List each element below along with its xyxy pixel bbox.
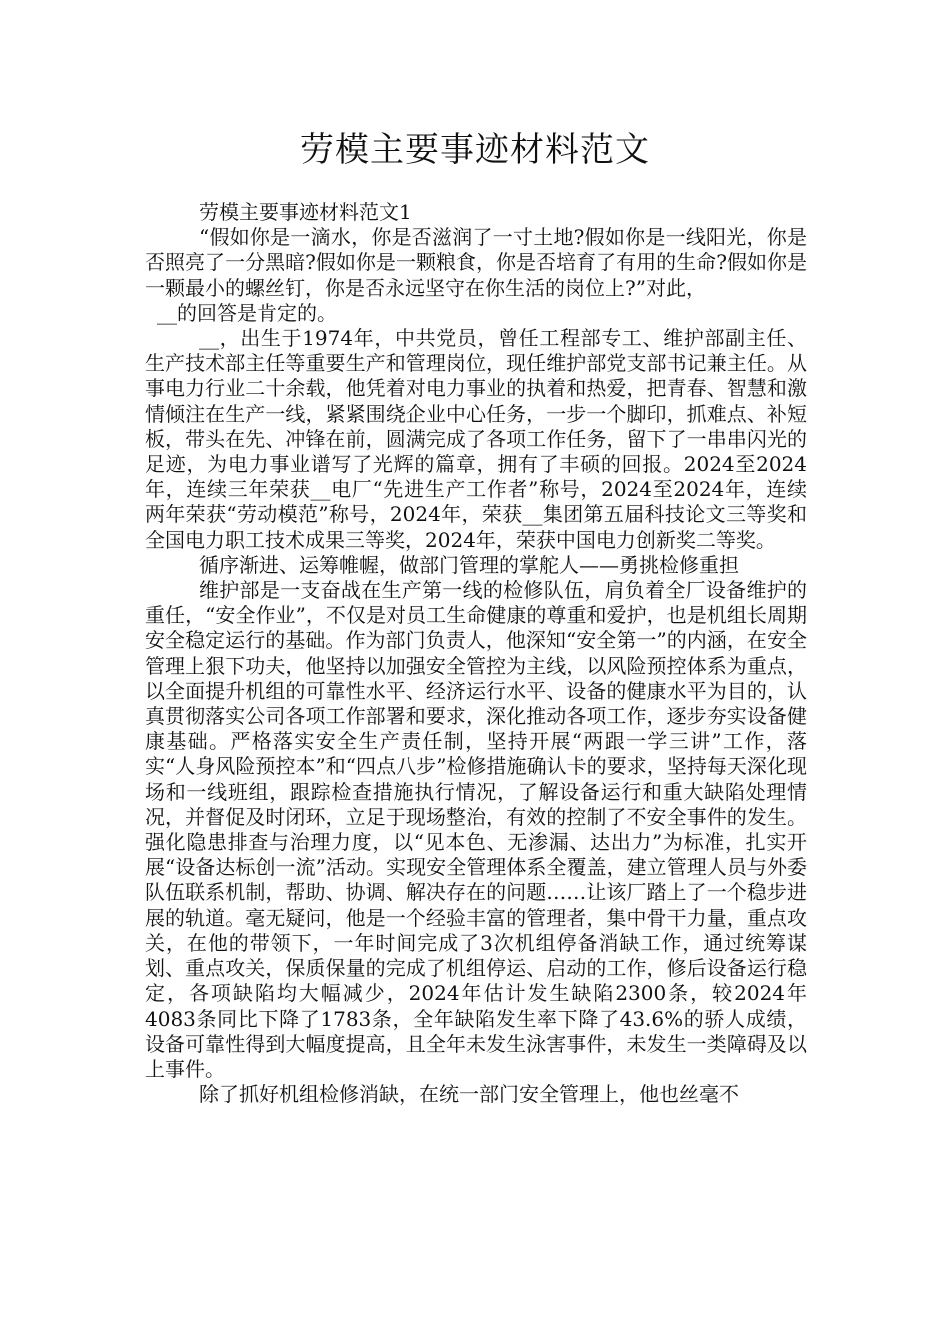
subtitle-line: 劳模主要事迹材料范文1 bbox=[199, 200, 412, 224]
paragraph-continuation: 除了抓好机组检修消缺，在统一部门安全管理上，他也丝毫不 bbox=[199, 1082, 739, 1107]
document-body bbox=[145, 200, 807, 1107]
section-heading: 循序渐进、运筹帷幄，做部门管理的掌舵人——勇挑检修重担 bbox=[199, 552, 739, 577]
paragraph-biography: __，出生于1974年，中共党员，曾任工程部专工、维护部副主任、生产技术部主任等重要生产和管理岗位，现任维护部党支部书记兼主任。从事电力行业二十余载，他凭着对电力事业的执着和热爱，把青春、智慧和激情倾注在生产一线，紧紧围绕企业中心任务，一步一个脚印，抓难点、补短板，带头在先、冲锋在前，圆满完成了各项工作任务，留下了一串串闪光的足迹，为电力事业谱写了光辉的篇章，拥有了丰硕的回报。2024至2024年，连续三年荣获__电厂“先进生产工作者”称号，2024至2024年，连续两年荣获“劳动模范”称号，2024年，荣获__集团第五届科技论文三等奖和全国电力职工技术成果三等奖，2024年，荣获中国电力创新奖二等奖。 bbox=[145, 326, 807, 552]
document-title: 劳模主要事迹材料范文 bbox=[300, 130, 650, 170]
paragraph-maintenance: 维护部是一支奋战在生产第一线的检修队伍，肩负着全厂设备维护的重任，“安全作业”，不仅是对员工生命健康的尊重和爱护，也是机组长周期安全稳定运行的基础。作为部门负责人，他深知“安全第一”的内涵，在安全管理上狠下功夫，他坚持以加强安全管控为主线，以风险预控体系为重点，以全面提升机组的可靠性水平、经济运行水平、设备的健康水平为目的，认真贯彻落实公司各项工作部署和要求，深化推动各项工作，逐步夯实设备健康基础。严格落实安全生产责任制，坚持开展“两跟一学三讲”工作，落实“人身风险预控本”和“四点八步”检修措施确认卡的要求，坚持每天深化现场和一线班组，跟踪检查措施执行情况，了解设备运行和重大缺陷处理情况，并督促及时闭环，立足于现场整治，有效的控制了不安全事件的发生。强化隐患排查与治理力度，以“见本色、无渗漏、达出力”为标准，扎实开展“设备达标创一流”活动。实现安全管理体系全覆盖，建立管理人员与外委队伍联系机制，帮助、协调、解决存在的问题……让该厂踏上了一个稳步进展的轨道。毫无疑问，他是一个经验丰富的管理者，集中骨干力量，重点攻关，在他的带领下，一年时间完成了3次机组停备消缺工作，通过统筹谋划、重点攻关，保质保量的完成了机组停运、启动的工作，修后设备运行稳定，各项缺陷均大幅减少，2024年估计发生缺陷2300条，较2024年4083条同比下降了1783条，全年缺陷发生率下降了43.6%的骄人成绩，设备可靠性得到大幅度提高，且全年未发生泳害事件，未发生一类障碍及以上事件。 bbox=[145, 578, 807, 1081]
paragraph-answer: __的回答是肯定的。 bbox=[157, 300, 337, 325]
paragraph-quote: “假如你是一滴水，你是否滋润了一寸土地?假如你是一线阳光，你是否照亮了一分黑暗?假如你是一颗粮食，你是否培育了有用的生命?假如你是一颗最小的螺丝钉，你是否永远坚守在你生活的岗位上?”对此， bbox=[145, 225, 807, 300]
